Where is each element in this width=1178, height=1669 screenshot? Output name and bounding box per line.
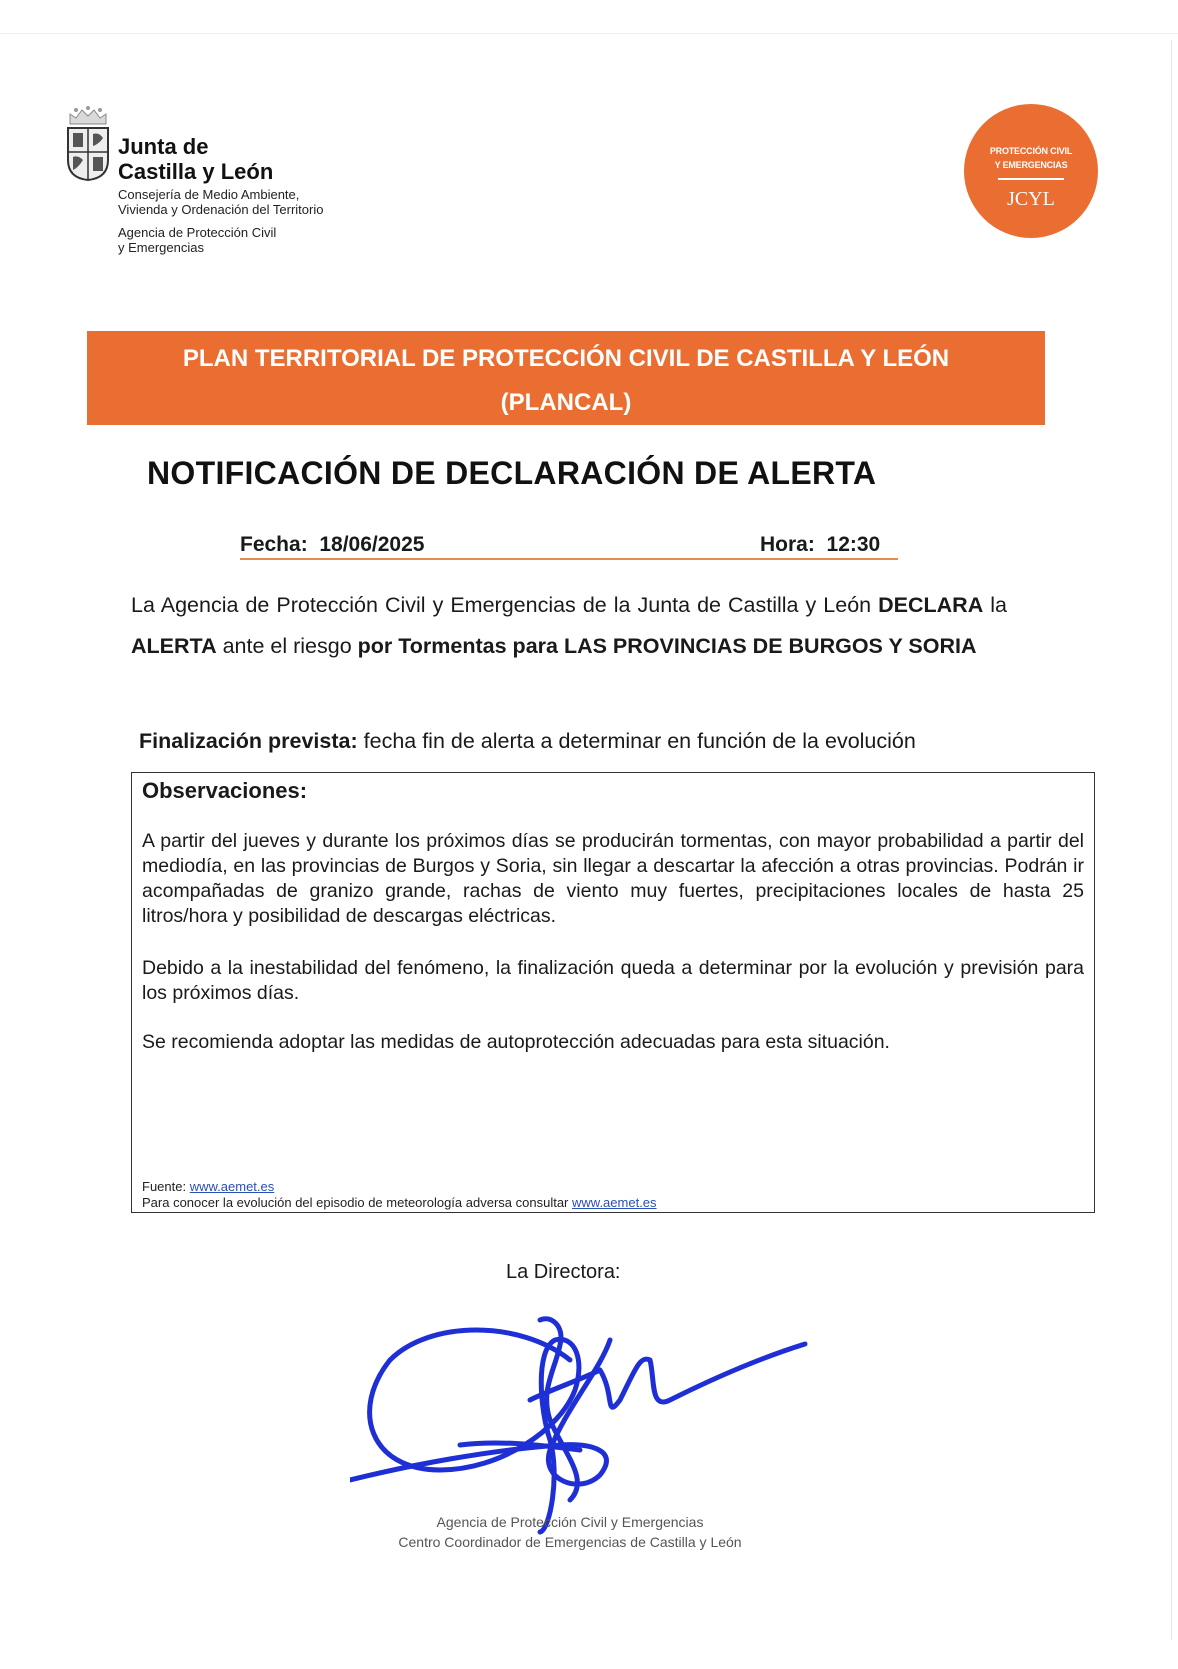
director-label: La Directora:: [506, 1261, 621, 1283]
footer-agency: Agencia de Protección Civil y Emergencias: [436, 1514, 704, 1530]
consult-link[interactable]: www.aemet.es: [572, 1195, 657, 1210]
badge-line2: Y EMERGENCIAS: [994, 160, 1068, 170]
declara-text: DECLARA: [878, 593, 984, 617]
declaration-paragraph: [131, 585, 1007, 667]
observations-paragraph-2: Debido a la inestabilidad del fenómeno, la finalización queda a determinar por la evolución y previsión para los próximos días.: [142, 957, 1084, 1004]
final-text: fecha fin de alerta a determinar en función de la evolución: [363, 729, 916, 753]
fecha: [240, 533, 424, 557]
ante-text: ante el riesgo: [222, 634, 352, 658]
hora: [760, 533, 880, 557]
junta-logo: [64, 104, 404, 264]
final-label: Finalización prevista:: [139, 729, 358, 753]
observations-paragraph-1: A partir del jueves y durante los próximos días se producirán tormentas, con mayor probabilidad a partir del mediodía, en las provincias de Burgos y Soria, sin llegar a descartar la afección a otras provincias. Podrán ir acompañadas de granizo grande, rachas de viento muy fuertes, precipitaciones locales de hasta 25 litros/hora y posibilidad de descargas eléctricas.: [142, 830, 1084, 927]
top-divider: [0, 33, 1178, 34]
hora-label: Hora:: [760, 533, 815, 556]
right-edge-line: [1171, 40, 1172, 1640]
fecha-label: Fecha:: [240, 533, 308, 556]
source-link[interactable]: www.aemet.es: [189, 1179, 275, 1194]
agency-line1: Agencia de Protección Civil: [118, 225, 277, 240]
badge-line3: JCYL: [1007, 188, 1055, 210]
proteccion-civil-badge: [964, 104, 1098, 238]
source-line: [142, 1179, 274, 1194]
observations-title: Observaciones:: [142, 778, 308, 803]
plan-banner: [87, 331, 1045, 425]
department-name: [118, 188, 323, 217]
signature-icon: [350, 1300, 810, 1540]
fecha-value: 18/06/2025: [319, 533, 425, 556]
alerta-text: ALERTA: [131, 634, 217, 658]
date-underline: [240, 558, 898, 560]
banner-line1: PLAN TERRITORIAL DE PROTECCIÓN CIVIL DE CASTILLA Y LEÓN: [182, 345, 950, 372]
footer-center: Centro Coordinador de Emergencias de Castilla y León: [398, 1534, 742, 1550]
agency-name: [118, 226, 276, 255]
hora-value: 12:30: [826, 533, 881, 556]
intro-text: La Agencia de Protección Civil y Emergencias de la Junta de Castilla y León: [131, 593, 872, 617]
dept-line2: Vivienda y Ordenación del Territorio: [118, 201, 324, 217]
expected-end: [139, 729, 1019, 754]
source-label: Fuente:: [142, 1179, 187, 1194]
dept-line1: Consejería de Medio Ambiente,: [118, 187, 300, 202]
badge-line1: PROTECCIÓN CIVIL: [989, 146, 1073, 156]
org-name: [118, 134, 273, 184]
la-text: la: [990, 593, 1007, 617]
crown-icon: [66, 104, 110, 126]
coat-of-arms-icon: [66, 126, 110, 182]
observations-box: [131, 772, 1095, 1213]
agency-line2: y Emergencias: [118, 239, 204, 255]
risk-text: por Tormentas para LAS PROVINCIAS DE BURGOS Y SORIA: [357, 634, 977, 658]
date-time-bar: [240, 531, 898, 559]
document-title: NOTIFICACIÓN DE DECLARACIÓN DE ALERTA: [147, 455, 877, 491]
consult-text: Para conocer la evolución del episodio de meteorología adversa consultar: [142, 1195, 569, 1210]
org-name-line1: Junta de: [118, 134, 209, 159]
consult-line: [142, 1195, 657, 1210]
observations-paragraph-3: Se recomienda adoptar las medidas de autoprotección adecuadas para esta situación.: [142, 1031, 890, 1053]
badge-divider: [998, 178, 1064, 180]
org-name-line2: Castilla y León: [118, 159, 274, 184]
banner-line2: (PLANCAL): [500, 389, 632, 416]
